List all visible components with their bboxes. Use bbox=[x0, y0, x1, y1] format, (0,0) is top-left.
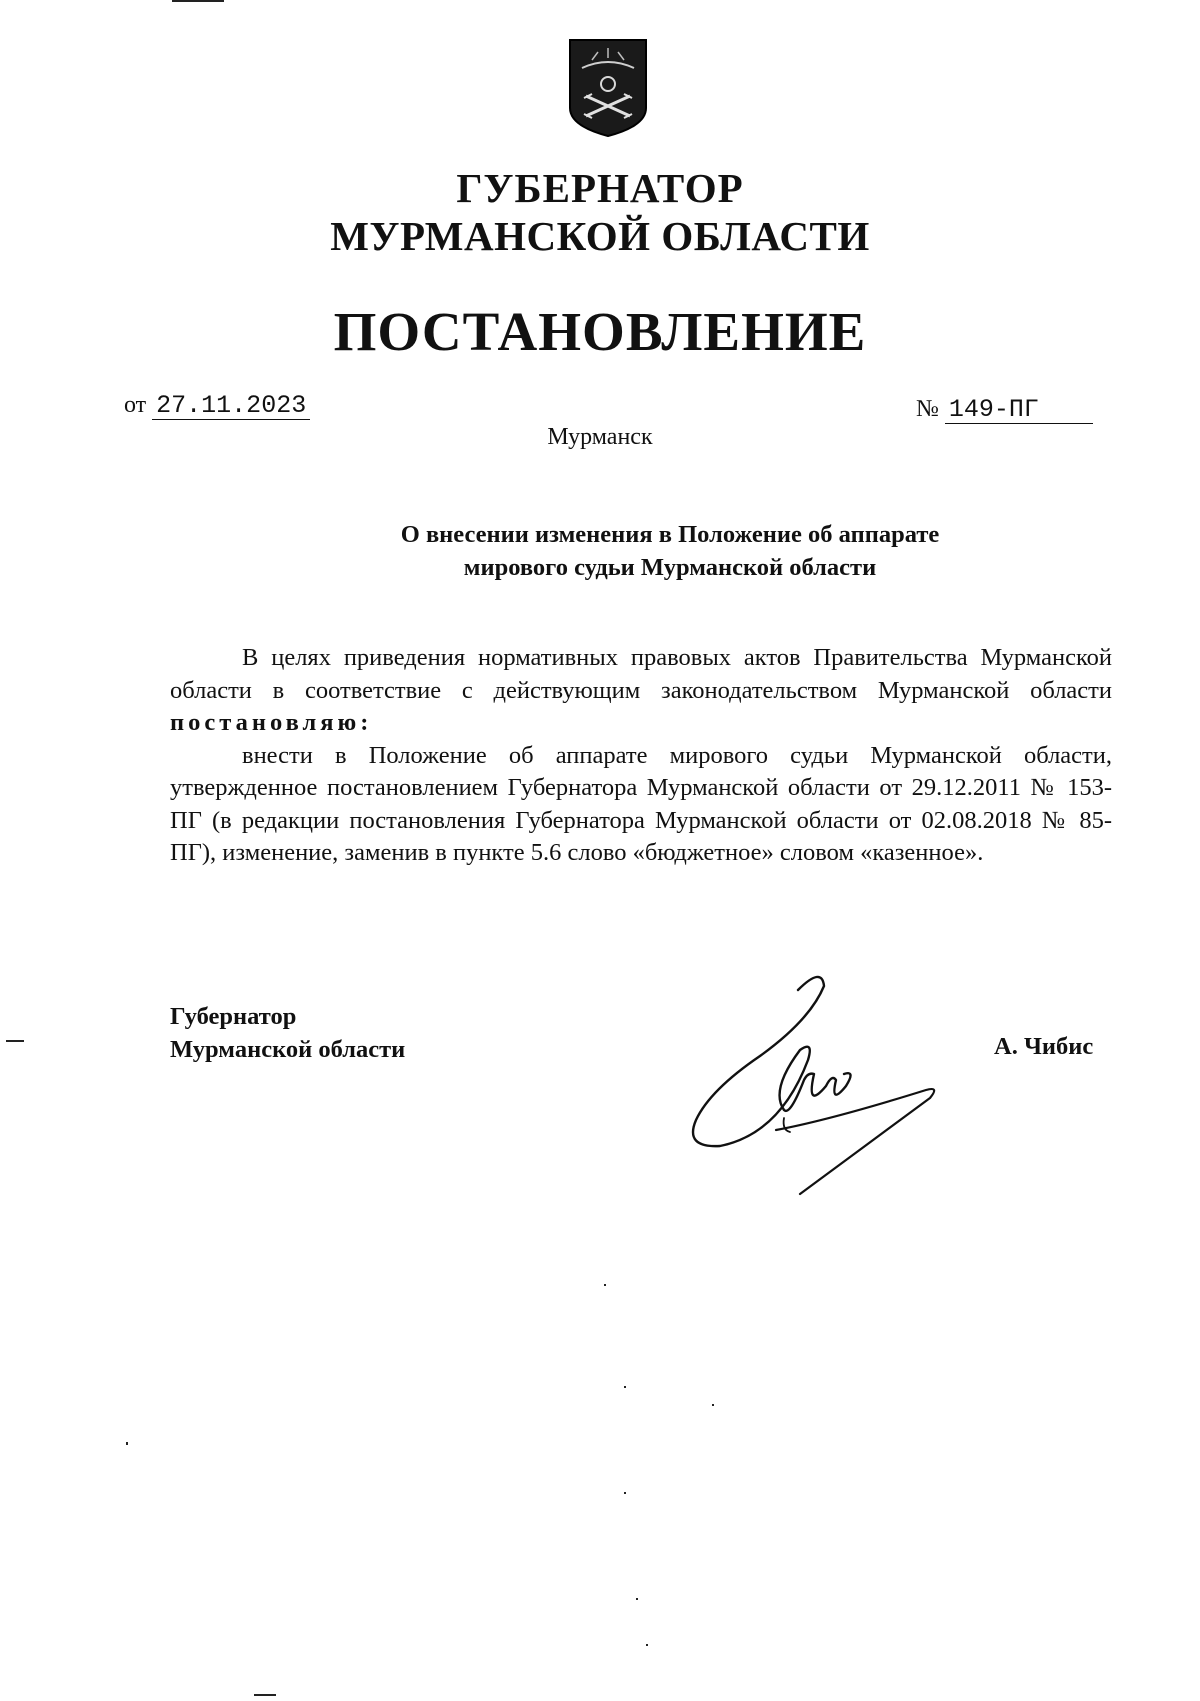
body-paragraph-1 bbox=[170, 642, 1112, 740]
scan-dot bbox=[126, 1442, 128, 1445]
date-field bbox=[124, 392, 310, 420]
resolve-colon: : bbox=[360, 709, 369, 736]
document-type: ПОСТАНОВЛЕНИЕ bbox=[333, 301, 867, 362]
scan-dot bbox=[636, 1598, 638, 1600]
document-body bbox=[170, 642, 1112, 870]
date-prefix: от bbox=[124, 392, 147, 418]
org-title-line-1: ГУБЕРНАТОР bbox=[456, 165, 744, 211]
scan-dot bbox=[624, 1492, 626, 1494]
city: Мурманск bbox=[547, 424, 653, 450]
org-title-line-2: МУРМАНСКОЙ ОБЛАСТИ bbox=[330, 213, 870, 259]
scan-mark-top bbox=[172, 0, 224, 2]
date-value: 27.11.2023 bbox=[152, 393, 310, 420]
subject-line-1: О внесении изменения в Положение об аппарате bbox=[400, 521, 940, 548]
signer-title-line-2: Мурманской области bbox=[170, 1036, 406, 1063]
scan-dot bbox=[604, 1284, 606, 1286]
coat-of-arms-icon bbox=[568, 38, 648, 138]
number-prefix: № bbox=[916, 396, 939, 422]
scan-mark-bottom bbox=[254, 1694, 276, 1696]
resolve-word: постановляю bbox=[170, 709, 361, 736]
handwritten-signature bbox=[690, 970, 950, 1200]
signer-title bbox=[170, 1000, 405, 1066]
document-subject bbox=[340, 518, 1000, 584]
signer-title-line-1: Губернатор bbox=[170, 1003, 297, 1030]
scan-dot bbox=[712, 1404, 714, 1406]
scan-dot bbox=[646, 1644, 648, 1646]
subject-line-2: мирового судьи Мурманской области bbox=[463, 554, 877, 581]
preamble-text: В целях приведения нормативных правовых актов Правительства Мурманской области в соответствие с действующим законодательством Мурманской области bbox=[170, 644, 1112, 704]
number-value: 149-ПГ bbox=[945, 397, 1093, 424]
number-field bbox=[916, 396, 1093, 424]
body-paragraph-2: внести в Положение об аппарате мирового судьи Мурманской области, утвержденное постановлением Губернатора Мурманской области от 29.12.2011 № 153-ПГ (в редакции постановления Губернатора Мурманской области от 02.08.2018 № 85-ПГ), изменение, заменив в пункте 5.6 слово «бюджетное» словом «казенное». bbox=[170, 741, 1112, 866]
scan-dot bbox=[624, 1386, 626, 1388]
scan-mark-left bbox=[6, 1040, 24, 1042]
signer-name: А. Чибис bbox=[994, 1033, 1094, 1060]
